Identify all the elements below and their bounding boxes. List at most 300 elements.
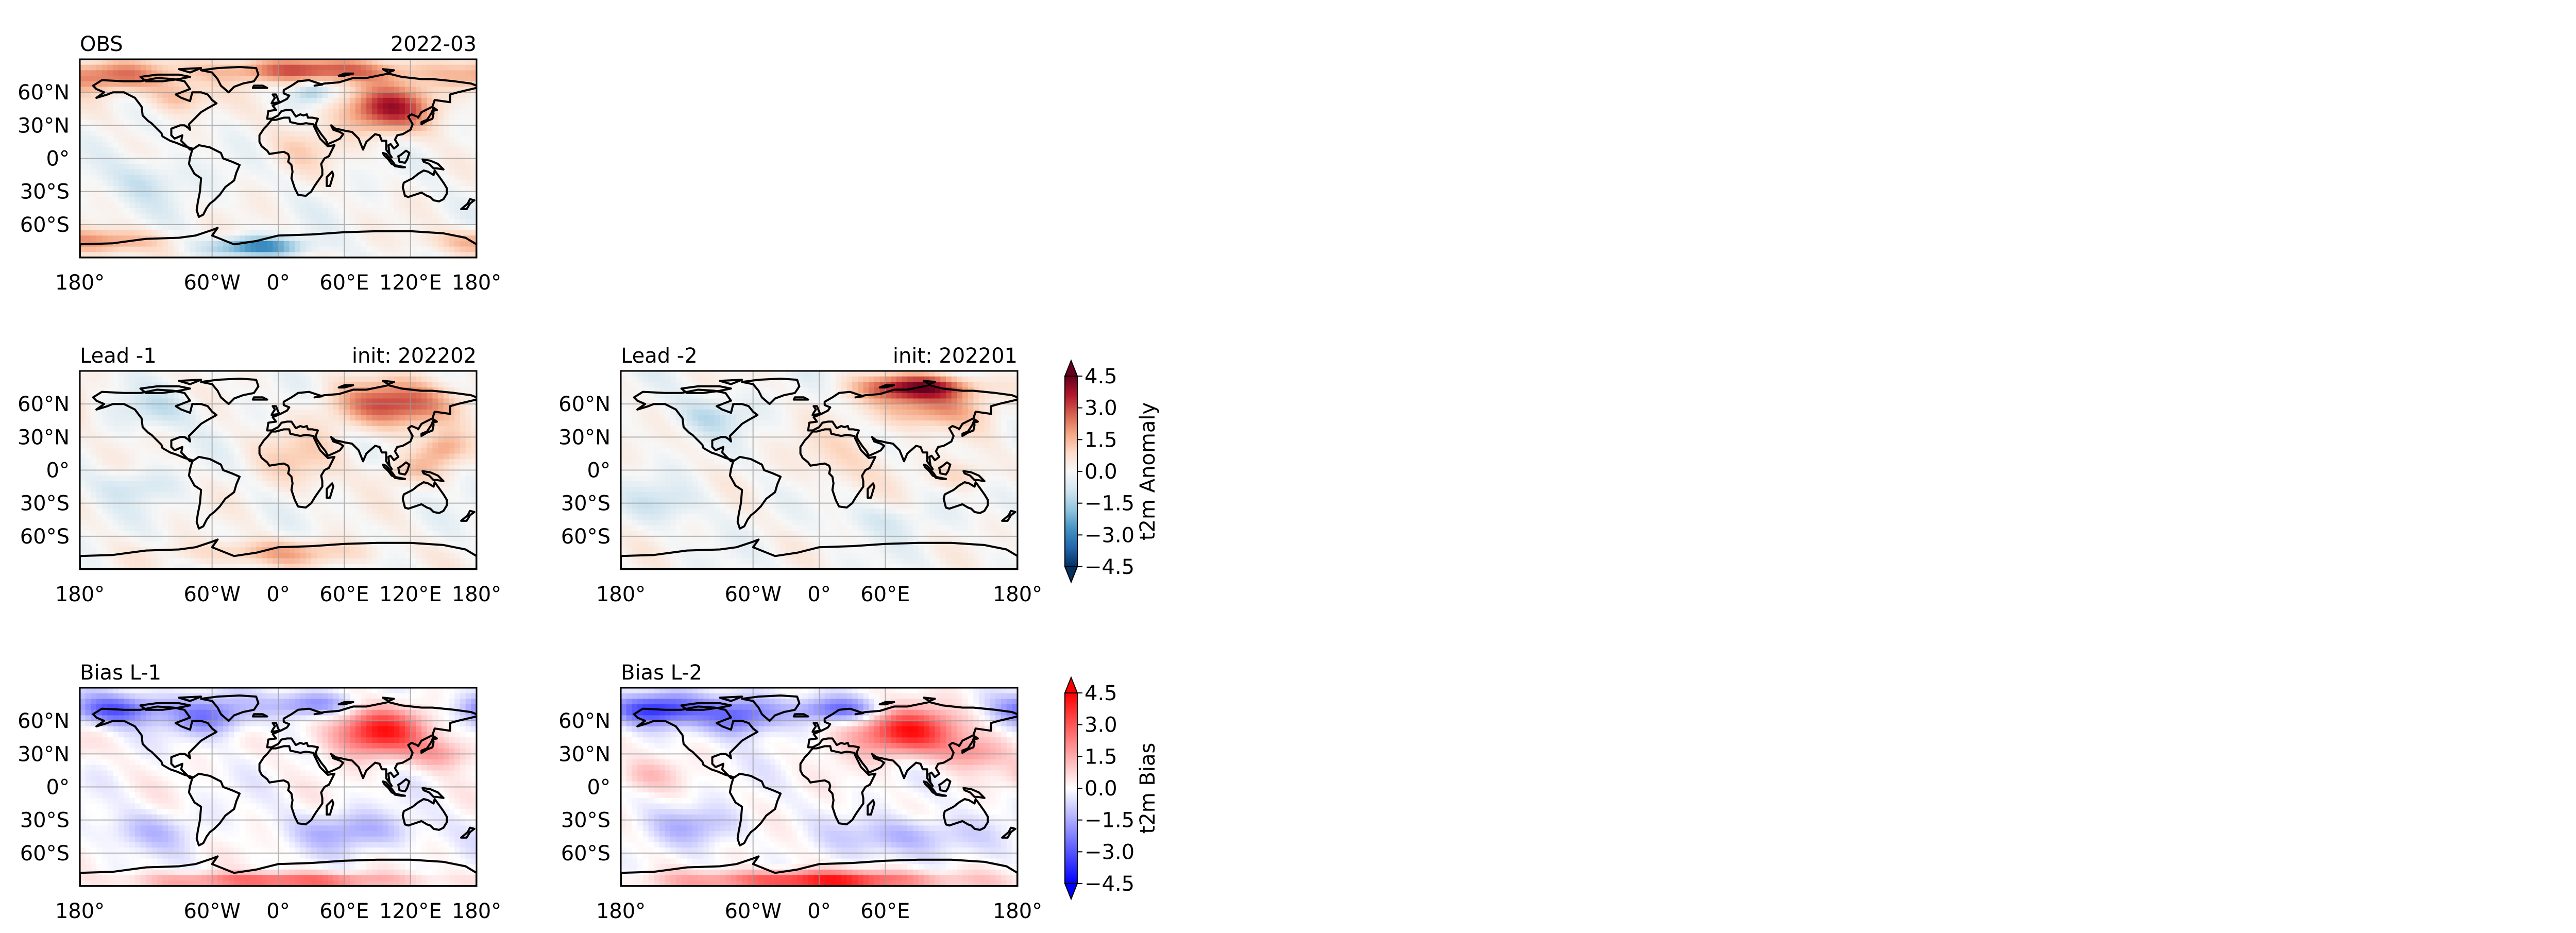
field-cell: [449, 377, 455, 382]
field-cell: [113, 476, 118, 481]
field-cell: [273, 175, 278, 181]
field-cell: [399, 520, 405, 525]
field-cell: [162, 92, 168, 98]
field-cell: [333, 415, 339, 421]
field-cell: [212, 114, 218, 120]
field-cell: [223, 59, 229, 65]
field-cell: [438, 120, 444, 126]
field-cell: [245, 536, 251, 542]
field-cell: [157, 104, 163, 109]
field-cell: [383, 387, 388, 393]
field-cell: [323, 147, 328, 153]
x-tick-label: 60°E: [319, 271, 369, 295]
field-cell: [201, 219, 207, 225]
field-cell: [372, 520, 378, 525]
field-cell: [454, 426, 460, 432]
field-cell: [196, 247, 201, 252]
field-cell: [102, 487, 108, 493]
field-cell: [460, 404, 466, 410]
field-cell: [454, 186, 460, 192]
field-cell: [162, 142, 168, 147]
field-cell: [306, 508, 311, 514]
field-cell: [118, 131, 124, 137]
field-cell: [355, 213, 361, 219]
field-cell: [162, 514, 168, 520]
field-cell: [245, 125, 251, 131]
field-cell: [262, 481, 267, 487]
field-cell: [438, 202, 444, 208]
field-cell: [339, 169, 345, 175]
field-cell: [251, 142, 257, 147]
field-cell: [223, 164, 229, 169]
field-cell: [118, 70, 124, 76]
field-cell: [361, 114, 366, 120]
field-cell: [91, 147, 96, 153]
field-cell: [262, 465, 267, 470]
field-cell: [328, 398, 333, 404]
field-cell: [212, 131, 218, 137]
field-cell: [129, 159, 135, 164]
field-cell: [157, 153, 163, 159]
field-cell: [361, 476, 366, 481]
field-cell: [184, 525, 190, 531]
field-cell: [124, 109, 130, 114]
field-cell: [460, 59, 466, 65]
field-cell: [394, 120, 400, 126]
field-cell: [91, 180, 96, 186]
field-cell: [449, 437, 455, 443]
field-cell: [366, 426, 372, 432]
field-cell: [207, 398, 212, 404]
field-cell: [157, 98, 163, 104]
field-cell: [240, 159, 245, 164]
field-cell: [460, 459, 466, 465]
field-cell: [240, 219, 245, 225]
field-cell: [190, 371, 196, 377]
field-cell: [372, 98, 378, 104]
field-cell: [262, 382, 267, 387]
field-cell: [245, 109, 251, 114]
field-cell: [328, 520, 333, 525]
field-cell: [328, 415, 333, 421]
field-cell: [162, 531, 168, 536]
field-cell: [86, 404, 91, 410]
field-cell: [405, 536, 411, 542]
field-cell: [323, 241, 328, 247]
field-cell: [378, 437, 383, 443]
field-cell: [217, 443, 223, 448]
field-cell: [366, 120, 372, 126]
field-cell: [328, 92, 333, 98]
field-cell: [432, 81, 438, 87]
map-area: [80, 59, 477, 258]
field-cell: [355, 382, 361, 387]
field-cell: [284, 120, 290, 126]
field-cell: [107, 70, 113, 76]
field-cell: [184, 192, 190, 197]
field-cell: [378, 404, 383, 410]
field-cell: [141, 410, 146, 415]
field-cell: [168, 180, 174, 186]
field-cell: [306, 235, 311, 241]
field-cell: [311, 465, 317, 470]
field-cell: [311, 142, 317, 147]
field-cell: [146, 213, 151, 219]
field-cell: [421, 197, 427, 202]
field-cell: [190, 531, 196, 536]
field-cell: [405, 137, 411, 142]
field-cell: [427, 404, 433, 410]
field-cell: [466, 65, 471, 71]
field-cell: [388, 125, 394, 131]
field-cell: [113, 531, 118, 536]
field-cell: [86, 169, 91, 175]
field-cell: [421, 398, 427, 404]
field-cell: [449, 420, 455, 426]
field-cell: [190, 175, 196, 181]
field-cell: [444, 125, 449, 131]
field-cell: [289, 76, 295, 81]
field-cell: [146, 415, 151, 421]
field-cell: [416, 159, 421, 164]
field-cell: [201, 481, 207, 487]
field-cell: [124, 197, 130, 202]
field-cell: [107, 59, 113, 65]
field-cell: [378, 487, 383, 493]
field-cell: [295, 92, 300, 98]
field-cell: [284, 70, 290, 76]
field-cell: [295, 547, 300, 553]
field-cell: [366, 508, 372, 514]
field-cell: [333, 241, 339, 247]
field-cell: [339, 487, 345, 493]
field-cell: [162, 213, 168, 219]
field-cell: [366, 225, 372, 230]
field-cell: [383, 476, 388, 481]
field-cell: [438, 426, 444, 432]
field-cell: [135, 92, 141, 98]
field-cell: [129, 247, 135, 252]
field-cell: [118, 415, 124, 421]
field-cell: [102, 131, 108, 137]
field-cell: [339, 153, 345, 159]
field-cell: [416, 520, 421, 525]
field-cell: [129, 459, 135, 465]
field-cell: [361, 225, 366, 230]
field-cell: [344, 197, 350, 202]
field-cell: [86, 508, 91, 514]
field-cell: [234, 387, 240, 393]
field-cell: [344, 142, 350, 147]
field-cell: [207, 476, 212, 481]
field-cell: [295, 159, 300, 164]
field-cell: [350, 393, 355, 399]
field-cell: [295, 131, 300, 137]
field-cell: [86, 387, 91, 393]
field-cell: [411, 235, 416, 241]
field-cell: [245, 147, 251, 153]
field-cell: [284, 175, 290, 181]
field-cell: [438, 536, 444, 542]
field-cell: [251, 476, 257, 481]
field-cell: [388, 186, 394, 192]
field-cell: [113, 465, 118, 470]
field-cell: [190, 393, 196, 399]
field-cell: [80, 98, 86, 104]
field-cell: [174, 465, 179, 470]
field-cell: [460, 487, 466, 493]
field-cell: [96, 503, 102, 509]
field-cell: [223, 420, 229, 426]
field-cell: [256, 508, 262, 514]
field-cell: [438, 87, 444, 92]
field-cell: [460, 536, 466, 542]
field-cell: [295, 137, 300, 142]
field-cell: [383, 169, 388, 175]
field-cell: [102, 481, 108, 487]
field-cell: [339, 508, 345, 514]
field-cell: [333, 87, 339, 92]
field-cell: [366, 487, 372, 493]
field-cell: [311, 241, 317, 247]
field-cell: [168, 175, 174, 181]
field-cell: [174, 542, 179, 548]
field-cell: [80, 415, 86, 421]
field-cell: [196, 159, 201, 164]
field-cell: [323, 213, 328, 219]
field-cell: [317, 197, 323, 202]
field-cell: [366, 147, 372, 153]
field-cell: [157, 520, 163, 525]
field-cell: [383, 247, 388, 252]
field-cell: [273, 137, 278, 142]
field-cell: [421, 125, 427, 131]
field-cell: [80, 186, 86, 192]
field-cell: [113, 59, 118, 65]
field-cell: [262, 169, 267, 175]
field-cell: [201, 498, 207, 503]
field-cell: [179, 169, 185, 175]
field-cell: [394, 175, 400, 181]
field-cell: [372, 175, 378, 181]
field-cell: [229, 508, 234, 514]
field-cell: [449, 247, 455, 252]
field-cell: [223, 453, 229, 459]
field-cell: [388, 241, 394, 247]
field-cell: [355, 437, 361, 443]
field-cell: [399, 142, 405, 147]
field-cell: [91, 525, 96, 531]
field-cell: [102, 547, 108, 553]
field-cell: [317, 70, 323, 76]
field-cell: [234, 432, 240, 437]
field-cell: [86, 443, 91, 448]
field-cell: [323, 197, 328, 202]
field-cell: [466, 175, 471, 181]
field-cell: [411, 377, 416, 382]
field-cell: [184, 131, 190, 137]
field-cell: [118, 465, 124, 470]
field-cell: [91, 465, 96, 470]
field-cell: [141, 470, 146, 476]
field-cell: [245, 137, 251, 142]
field-cell: [107, 247, 113, 252]
field-cell: [135, 432, 141, 437]
field-cell: [454, 125, 460, 131]
field-cell: [201, 137, 207, 142]
field-cell: [444, 202, 449, 208]
field-cell: [306, 87, 311, 92]
field-cell: [245, 114, 251, 120]
field-cell: [240, 508, 245, 514]
field-cell: [234, 192, 240, 197]
field-cell: [344, 225, 350, 230]
field-cell: [361, 371, 366, 377]
field-cell: [372, 487, 378, 493]
field-cell: [383, 420, 388, 426]
field-cell: [300, 202, 306, 208]
field-cell: [411, 142, 416, 147]
field-cell: [394, 371, 400, 377]
field-cell: [168, 208, 174, 214]
field-cell: [438, 525, 444, 531]
field-cell: [124, 371, 130, 377]
field-cell: [344, 153, 350, 159]
field-cell: [217, 520, 223, 525]
field-cell: [240, 382, 245, 387]
field-cell: [355, 481, 361, 487]
field-cell: [444, 525, 449, 531]
field-cell: [399, 87, 405, 92]
field-cell: [355, 65, 361, 71]
field-cell: [251, 531, 257, 536]
field-cell: [344, 169, 350, 175]
field-cell: [146, 492, 151, 498]
field-cell: [124, 186, 130, 192]
field-cell: [388, 180, 394, 186]
field-cell: [217, 476, 223, 481]
field-cell: [91, 125, 96, 131]
field-cell: [372, 503, 378, 509]
field-cell: [366, 235, 372, 241]
field-cell: [378, 503, 383, 509]
field-cell: [355, 426, 361, 432]
field-cell: [162, 525, 168, 531]
field-cell: [454, 371, 460, 377]
field-cell: [388, 437, 394, 443]
field-cell: [146, 137, 151, 142]
field-cell: [129, 109, 135, 114]
field-cell: [96, 453, 102, 459]
field-cell: [80, 420, 86, 426]
field-cell: [262, 153, 267, 159]
field-cell: [229, 137, 234, 142]
field-cell: [416, 147, 421, 153]
field-cell: [388, 104, 394, 109]
field-cell: [460, 498, 466, 503]
field-cell: [240, 542, 245, 548]
field-cell: [411, 498, 416, 503]
field-cell: [162, 508, 168, 514]
field-cell: [162, 520, 168, 525]
field-cell: [207, 420, 212, 426]
field-cell: [421, 520, 427, 525]
field-cell: [141, 520, 146, 525]
field-cell: [295, 180, 300, 186]
field-cell: [289, 225, 295, 230]
field-cell: [80, 125, 86, 131]
field-cell: [311, 104, 317, 109]
field-cell: [306, 536, 311, 542]
field-cell: [438, 465, 444, 470]
field-cell: [328, 87, 333, 92]
field-cell: [168, 225, 174, 230]
field-cell: [278, 470, 284, 476]
field-cell: [96, 547, 102, 553]
field-cell: [388, 131, 394, 137]
field-cell: [157, 142, 163, 147]
field-cell: [223, 125, 229, 131]
field-cell: [113, 219, 118, 225]
field-cell: [113, 525, 118, 531]
field-cell: [399, 208, 405, 214]
field-cell: [256, 465, 262, 470]
field-cell: [157, 453, 163, 459]
field-cell: [361, 65, 366, 71]
field-cell: [284, 492, 290, 498]
field-cell: [107, 98, 113, 104]
field-cell: [251, 159, 257, 164]
field-cell: [355, 393, 361, 399]
field-cell: [80, 503, 86, 509]
field-cell: [383, 525, 388, 531]
field-cell: [438, 531, 444, 536]
field-cell: [113, 225, 118, 230]
field-cell: [366, 192, 372, 197]
field-cell: [306, 180, 311, 186]
field-cell: [80, 382, 86, 387]
field-cell: [262, 104, 267, 109]
field-cell: [394, 525, 400, 531]
field-cell: [306, 147, 311, 153]
field-cell: [212, 247, 218, 252]
field-cell: [267, 197, 273, 202]
field-cell: [284, 241, 290, 247]
field-cell: [295, 142, 300, 147]
field-cell: [212, 525, 218, 531]
field-cell: [361, 465, 366, 470]
field-cell: [350, 153, 355, 159]
field-cell: [323, 202, 328, 208]
field-cell: [80, 448, 86, 454]
field-cell: [157, 498, 163, 503]
field-cell: [350, 453, 355, 459]
field-cell: [317, 520, 323, 525]
field-cell: [124, 448, 130, 454]
field-cell: [328, 382, 333, 387]
field-cell: [339, 520, 345, 525]
field-cell: [207, 120, 212, 126]
field-cell: [91, 382, 96, 387]
field-cell: [323, 59, 328, 65]
field-cell: [212, 520, 218, 525]
field-cell: [366, 202, 372, 208]
field-cell: [416, 465, 421, 470]
field-cell: [300, 498, 306, 503]
field-cell: [460, 377, 466, 382]
field-cell: [267, 241, 273, 247]
field-cell: [427, 180, 433, 186]
